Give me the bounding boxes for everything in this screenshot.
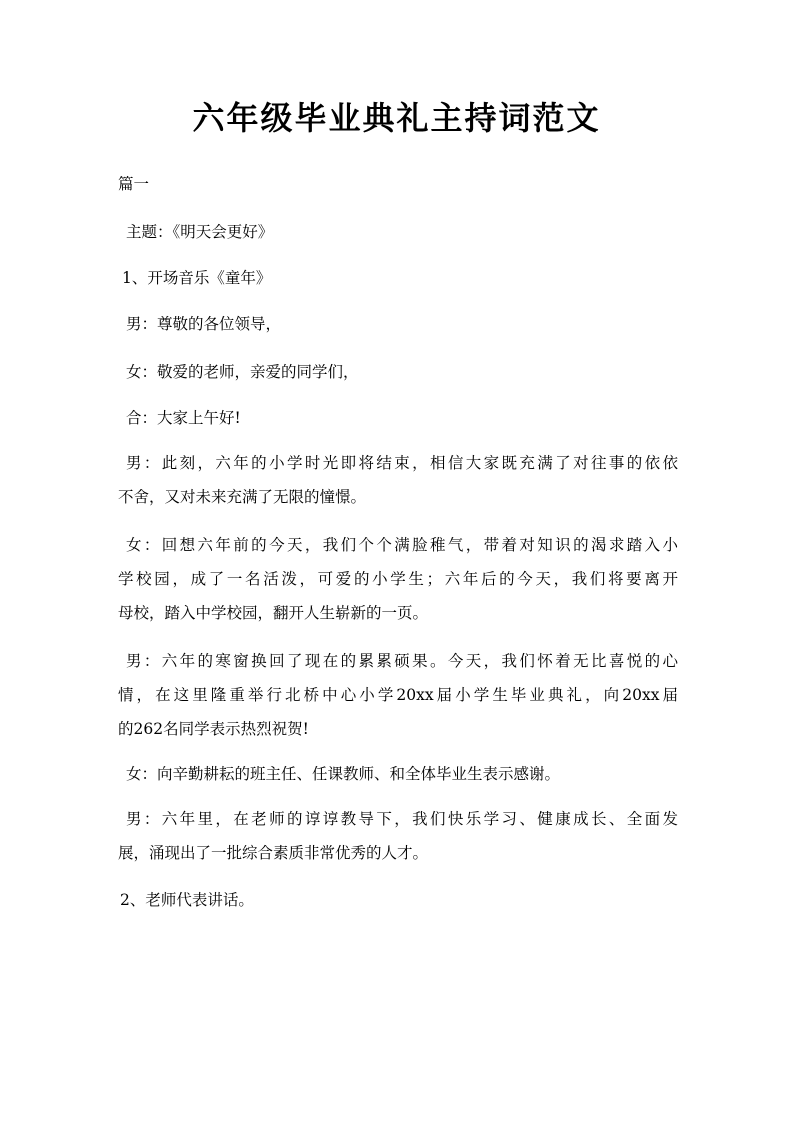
theme-line: 主题：《明天会更好》 [126,223,274,241]
dialogue-line-male-1: 男：尊敬的各位领导， [126,315,282,333]
paragraph-row: 男：六年的寒窗换回了现在的累累硕果。今天，我们怀着无比喜悦的心 [126,652,678,670]
paragraph-row: 不舍，又对未来充满了无限的憧憬。 [118,488,367,506]
dialogue-paragraph-male-3 [118,644,678,746]
paragraph-row: 男：六年里，在老师的谆谆教导下，我们快乐学习、健康成长、全面发 [126,810,678,828]
dialogue-line-female-3: 女：向辛勤耕耘的班主任、任课教师、和全体毕业生表示感谢。 [126,765,561,783]
paragraph-row: 的262名同学表示热烈祝贺! [118,720,309,738]
dialogue-line-female-1: 女：敬爱的老师，亲爱的同学们， [126,363,359,381]
paragraph-row: 母校，踏入中学校园，翻开人生崭新的一页。 [118,604,429,622]
dialogue-paragraph-male-2 [118,446,678,514]
agenda-item-1: 1、开场音乐《童年》 [122,269,272,287]
document-title: 六年级毕业典礼主持词范文 [192,99,601,137]
dialogue-paragraph-female-2 [118,528,678,630]
paragraph-row: 情，在这里隆重举行北桥中心小学20xx届小学生毕业典礼，向20xx届 [118,686,678,704]
paragraph-row: 学校园，成了一名活泼，可爱的小学生；六年后的今天，我们将要离开 [118,570,678,588]
dialogue-line-together: 合：大家上午好! [126,409,241,427]
paragraph-row: 展，涌现出了一批综合素质非常优秀的人才。 [118,844,429,862]
section-heading: 篇一 [118,175,150,193]
agenda-item-2: 2、老师代表讲话。 [120,891,254,909]
dialogue-paragraph-male-4 [118,802,678,870]
paragraph-row: 男：此刻，六年的小学时光即将结束，相信大家既充满了对往事的依依 [126,454,678,472]
paragraph-row: 女：回想六年前的今天，我们个个满脸稚气，带着对知识的渴求踏入小 [126,536,678,554]
